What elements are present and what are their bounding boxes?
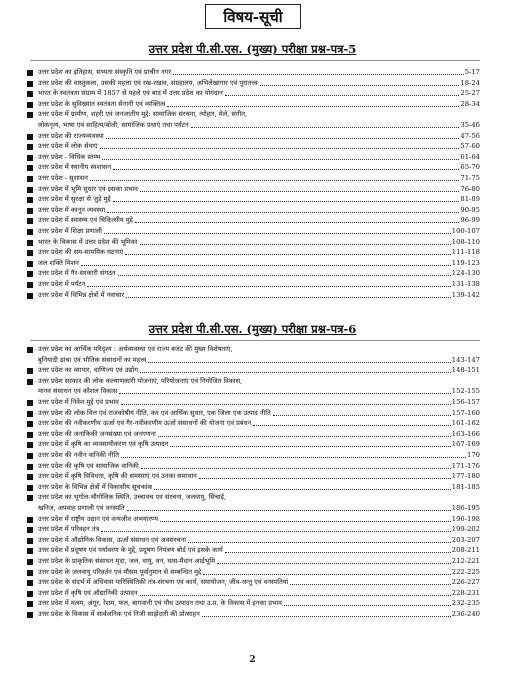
toc-entry-line	[38, 132, 480, 141]
toc-entry	[0, 153, 505, 164]
toc-entry-title: उत्तर प्रदेश में मत्स्य, अंगूर, रेशम, फल, बागवानी एवं पौध उत्पादन तथा उ.प्र. के विकास में इनका प्रभाव	[38, 599, 282, 608]
toc-entry-title: उत्तर प्रदेश के विकास में सार्वजनिक एवं निजी साझेदारी की प्रोत्साहन	[38, 610, 200, 618]
toc-entry-pages: 108-110	[451, 237, 480, 246]
toc-entry	[0, 89, 505, 100]
toc-entry-title: उत्तर प्रदेश की राज्यव्यवस्था	[38, 131, 104, 140]
dot-leader	[191, 127, 460, 128]
toc-entry	[0, 546, 505, 557]
toc-entry	[0, 366, 505, 377]
dot-leader	[106, 138, 460, 139]
toc-entry-line	[38, 536, 480, 545]
toc-entry-title: उत्तर प्रदेश में कृषि विविधता, कृषि की समस्याएं एवं उनका समाधान	[38, 472, 197, 481]
bullet-square-icon	[27, 495, 33, 501]
toc-entry-title: उत्तर प्रदेश - सुशासन	[38, 174, 88, 182]
dot-leader	[87, 286, 450, 287]
toc-entry-line	[38, 599, 480, 608]
dot-leader	[140, 372, 451, 373]
bullet-square-icon	[27, 548, 33, 554]
toc-entry	[0, 568, 505, 579]
toc-entry-line	[38, 110, 480, 119]
toc-entry	[0, 451, 505, 462]
bullet-square-icon	[27, 347, 33, 353]
toc-entry-pages: 167-169	[451, 440, 480, 449]
toc-entry-title: उत्तर प्रदेश के संदर्भ में अधिवास पारिस्थितिकी तंत्र-संरचना एवं कार्य, समायोजन, जीव-जन्तु एवं वनस्पतियां	[38, 578, 289, 587]
toc-entry	[0, 515, 505, 526]
bullet-square-icon	[27, 517, 33, 523]
bullet-square-icon	[27, 368, 33, 374]
toc-entry	[0, 472, 505, 483]
toc-entry-line	[38, 398, 480, 407]
dot-leader	[104, 233, 451, 234]
dot-leader	[127, 510, 451, 511]
toc-entry-title: उत्तर प्रदेश में प्रदूषण एवं पर्यावरण के मुद्दे, प्रदूषण नियंत्रण बोर्ड एवं इसके कार्य	[38, 546, 223, 555]
toc-entry-title: भारत के स्वतंत्रता संग्राम में 1857 से पहले एवं बाद में उत्तर प्रदेश का योगदान	[38, 89, 223, 98]
toc-entry-pages: 156-157	[451, 398, 480, 406]
bullet-square-icon	[27, 229, 33, 235]
bullet-square-icon	[27, 102, 33, 108]
toc-entry-line	[38, 462, 480, 471]
toc-entry-title: उत्तर प्रदेश का भूगोल-भौगोलिक स्थिति, उच्चावच एवं संरचना, जलवायु, सिंचाई,	[38, 493, 226, 502]
toc-entry-title: उत्तर प्रदेश में कानून व्यवस्था	[38, 205, 106, 214]
toc-entry-pages: 76-80	[460, 184, 480, 193]
bullet-square-icon	[27, 400, 33, 406]
toc-entry-pages: 148-151	[451, 366, 480, 375]
toc-entry-line	[38, 153, 480, 162]
toc-entry-line	[38, 227, 480, 236]
dot-leader	[100, 148, 460, 149]
toc-entry	[0, 269, 505, 280]
dot-leader	[160, 521, 451, 522]
toc-entry-title: उत्तर प्रदेश के विभिन्न क्षेत्रों में विकासीय सूचकांक	[38, 482, 153, 491]
toc-entry-title: उत्तर प्रदेश की कृषि एवं सामाजिक वानिकी	[38, 461, 139, 470]
bullet-square-icon	[27, 208, 33, 214]
toc-entry	[0, 430, 505, 441]
toc-entry	[0, 291, 505, 302]
toc-entry-line	[38, 345, 480, 354]
toc-entry-title: उत्तर प्रदेश में निवेश मुद्दे एवं प्रभाव	[38, 398, 119, 406]
toc-entry-line	[38, 483, 480, 492]
toc-entry-line	[38, 68, 480, 77]
dot-leader	[273, 415, 451, 416]
bullet-square-icon	[27, 282, 33, 288]
toc-entry-pages: 35-46	[460, 120, 480, 129]
toc-entry-title: उत्तर प्रदेश - विधिक स्तम्भ	[38, 152, 101, 161]
toc-entry-pages: 5-17	[464, 68, 480, 76]
bullet-square-icon	[27, 527, 33, 533]
toc-entry-pages: 152-155	[451, 387, 480, 396]
toc-entry-title: उत्तर प्रदेश में कृषि का व्यवसायीकरण एवं कृषि उत्पादन	[38, 440, 169, 449]
dot-leader	[290, 584, 450, 585]
toc-entry-pages: 124-130	[451, 269, 480, 278]
dot-leader	[140, 191, 459, 192]
dot-leader	[113, 201, 460, 202]
page-title: विषय-सूची	[205, 4, 301, 29]
toc-entry-pages: 131-138	[451, 280, 480, 288]
toc-entry-line	[38, 568, 480, 577]
bullet-square-icon	[27, 70, 33, 76]
toc-entry-title: उत्तर प्रदेश की नवीन वानिकी नीति	[38, 451, 119, 459]
toc-entry-line	[38, 291, 480, 300]
toc-entry	[0, 195, 505, 206]
bullet-square-icon	[27, 601, 33, 607]
dot-leader	[107, 212, 459, 213]
toc-entry-line	[38, 610, 480, 619]
toc-entry-line	[38, 142, 480, 151]
toc-entry	[0, 206, 505, 217]
toc-entry-pages: 119-123	[451, 258, 480, 267]
dot-leader	[173, 74, 464, 75]
bullet-square-icon	[27, 271, 33, 277]
toc-entry-title: भारत के विकास में उत्तर प्रदेश की भूमिका	[38, 237, 138, 246]
toc-entry-pages: 186-195	[451, 503, 480, 512]
dot-leader	[113, 169, 459, 170]
dot-leader	[202, 616, 451, 617]
toc-entry-line	[38, 269, 480, 278]
toc-entry-pages: 65-70	[460, 163, 480, 172]
bullet-square-icon	[27, 411, 33, 417]
toc-entry-line	[38, 472, 480, 481]
toc-entry	[0, 280, 505, 291]
toc-entry	[0, 536, 505, 547]
toc-entry-pages: 212-221	[451, 557, 480, 565]
toc-entry-line	[38, 185, 480, 194]
toc-entry	[0, 238, 505, 249]
toc-entry-title: खनिज, अपवाह प्रणाली एवं वनस्पति	[38, 503, 125, 512]
toc-entry-pages: 81-89	[460, 195, 480, 204]
dot-leader	[90, 180, 460, 181]
bullet-square-icon	[27, 197, 33, 203]
dot-leader	[102, 159, 459, 160]
toc-entry-line	[38, 409, 480, 418]
bullet-square-icon	[27, 474, 33, 480]
bullet-square-icon	[27, 538, 33, 544]
toc-entry-pages: 208-211	[451, 546, 480, 555]
toc-entry-title: उत्तर प्रदेश की वास्तुकला, उसकी महत्ता एवं रख-रखाव, संग्रहालय, अभिलेखागार एवं पुरातत्त्व	[38, 78, 258, 87]
toc-entry-title: लोकनृत्य, भाषा एवं साहित्य/बोली, सामाजिक प्रथाएं तथा पर्यटन	[38, 120, 189, 129]
toc-entry	[0, 610, 505, 621]
dot-leader	[126, 297, 451, 298]
dot-leader	[253, 425, 450, 426]
dot-leader	[167, 106, 459, 107]
dot-leader	[158, 436, 451, 437]
bullet-square-icon	[27, 187, 33, 193]
toc-entry-pages: 139-142	[451, 290, 480, 299]
toc-entry-pages: 199-202	[451, 525, 480, 534]
dot-leader	[140, 244, 451, 245]
toc-entry	[0, 259, 505, 270]
toc-entry-line	[38, 589, 480, 598]
bullet-square-icon	[27, 442, 33, 448]
dot-leader	[225, 95, 460, 96]
toc-entry-title: उत्तर प्रदेश में सुरक्षा से जुड़े मुद्दे	[38, 195, 111, 204]
toc-entry-title: उत्तर प्रदेश में परिवहन तंत्र	[38, 525, 100, 534]
bullet-square-icon	[27, 421, 33, 427]
toc-entry-pages: 157-160	[451, 408, 480, 417]
toc-entry-pages: 226-227	[451, 578, 480, 587]
toc-entry-line	[38, 259, 480, 268]
toc-entry	[0, 142, 505, 153]
toc-entry-pages: 228-231	[451, 588, 480, 597]
bullet-square-icon	[27, 580, 33, 586]
toc-entry-line	[38, 89, 480, 98]
toc-entry	[0, 483, 505, 494]
toc-entry-line	[38, 451, 480, 460]
toc-entry-title: उत्तर प्रदेश की लोक वित्त एवं राजकोषीय नीति, कर एवं आर्थिक सुधार, एक जिला एक उत्पाद नीति	[38, 408, 271, 417]
toc-entry-line	[38, 430, 480, 439]
dot-leader	[203, 574, 451, 575]
toc-entry	[0, 398, 505, 409]
toc-entry	[0, 557, 505, 568]
toc-entry-pages: 163-166	[451, 429, 480, 438]
section-rule	[30, 340, 480, 341]
dot-leader	[121, 457, 466, 458]
toc-entry-line	[38, 163, 480, 172]
dot-leader	[118, 275, 451, 276]
toc-entry-pages: 236-240	[451, 610, 480, 618]
dot-leader	[141, 468, 451, 469]
toc-entry-line	[38, 504, 480, 513]
toc-entry	[0, 79, 505, 90]
toc-entry-title: उत्तर प्रदेश का आर्थिक परिदृश्य : अर्थव्यवस्था एवं राज्य बजट की मुख्य विशेषताएं,	[38, 345, 233, 353]
toc-entry-pages: 222-225	[451, 567, 480, 576]
bullet-square-icon	[27, 165, 33, 171]
toc-entry-pages: 18-24	[460, 78, 480, 87]
toc-entry-pages: 181-185	[451, 482, 480, 491]
dot-leader	[225, 552, 451, 553]
toc-entry-pages: 161-162	[451, 419, 480, 428]
dot-leader	[199, 478, 451, 479]
toc-entry-title: उत्तर प्रदेश में शिक्षा प्रणाली	[38, 227, 102, 235]
toc-entry-line	[38, 557, 480, 566]
toc-entry-title: उत्तर प्रदेश में ग्रामीण, शहरी एवं जनजातीय मुद्दे: सामाजिक संरचना, त्योहार, मेले, संगीत,	[38, 110, 248, 119]
toc-entry-line	[38, 206, 480, 215]
toc-entry-line	[38, 248, 480, 257]
toc-entry	[0, 248, 505, 259]
dot-leader	[135, 222, 460, 223]
toc-entry-title: उत्तर प्रदेश का इतिहास, सभ्यता संस्कृति एवं प्राचीन नगर	[38, 68, 172, 76]
toc-entry	[0, 409, 505, 420]
bullet-square-icon	[27, 293, 33, 299]
toc-entry	[0, 599, 505, 610]
toc-entry-line	[38, 419, 480, 428]
toc-entry-line	[38, 525, 480, 534]
toc-entry-line	[38, 366, 480, 375]
bullet-square-icon	[27, 144, 33, 150]
toc-entry-line	[38, 280, 480, 289]
toc-entry-line	[38, 195, 480, 204]
toc-entry	[0, 377, 505, 398]
toc-entry-line	[38, 79, 480, 88]
toc-entry	[0, 462, 505, 473]
toc-entry-line	[38, 121, 480, 130]
toc-entry-pages: 111-118	[451, 248, 480, 257]
toc-entry-line	[38, 216, 480, 225]
toc-entry-pages: 203-207	[451, 535, 480, 544]
dot-leader	[121, 404, 451, 405]
toc-entry-title: उत्तर प्रदेश में पर्यटन	[38, 280, 86, 288]
toc-entry-title: उत्तर प्रदेश के प्राकृतिक संसाधन मृदा, जल, वायु, वन, घास-मैदान आर्द्रभूमि	[38, 557, 216, 565]
toc-entry-line	[38, 100, 480, 109]
bullet-square-icon	[27, 591, 33, 597]
bullet-square-icon	[27, 81, 33, 87]
toc-entry	[0, 68, 505, 79]
bullet-square-icon	[27, 250, 33, 256]
toc-entry-title: उत्तर प्रदेश में गैर-सरकारी संगठन	[38, 269, 116, 278]
bullet-square-icon	[27, 379, 33, 385]
toc-entry-pages: 232-235	[451, 599, 480, 608]
bullet-square-icon	[27, 570, 33, 576]
toc-entry	[0, 525, 505, 536]
bullet-square-icon	[27, 240, 33, 246]
toc-entry-title: उत्तर प्रदेश में राष्ट्रीय उद्यान एवं वन्यजीव अभयारण्य	[38, 514, 159, 523]
toc-entry	[0, 493, 505, 514]
dot-leader	[188, 542, 451, 543]
bullet-square-icon	[27, 485, 33, 491]
bullet-square-icon	[27, 91, 33, 97]
toc-entry-title: उत्तर प्रदेश की जनांकिकी जनसंख्या एवं जनगणना	[38, 429, 156, 438]
dot-leader	[260, 85, 460, 86]
toc-entry	[0, 440, 505, 451]
toc-entry	[0, 132, 505, 143]
toc-entry-pages: 143-147	[451, 355, 480, 364]
dot-leader	[154, 489, 450, 490]
toc-entry-pages: 61-64	[460, 152, 480, 161]
toc-entry-title: उत्तर प्रदेश में कृषि एवं औद्यानिकी उत्पादन	[38, 588, 138, 597]
bullet-square-icon	[27, 612, 33, 618]
toc-entry-title: उत्तर प्रदेश के जलवायु परिवर्तन एवं मौसम पूर्वानुमान से सम्बन्धित मुद्दे	[38, 567, 202, 576]
toc-entry-pages: 196-198	[451, 514, 480, 523]
toc-entry-pages: 170	[467, 451, 480, 459]
dot-leader	[217, 563, 451, 564]
toc-entry-line	[38, 238, 480, 247]
toc-entry	[0, 185, 505, 196]
toc-entry	[0, 100, 505, 111]
toc-entry-pages: 96-99	[460, 216, 480, 225]
toc-entry-pages: 25-27	[460, 89, 480, 98]
toc-entry-title: उत्तर प्रदेश के सुविख्यात स्वतंत्रता सेनानी एवं व्यक्तित्व	[38, 99, 166, 108]
toc-entry	[0, 345, 505, 366]
toc-entry	[0, 419, 505, 430]
bullet-square-icon	[27, 464, 33, 470]
toc-entry-title: उत्तर प्रदेश सरकार की लोक कल्याणकारी योजनाएं, परियोजनाएं एवं नियोजित विकास,	[38, 376, 243, 385]
bullet-square-icon	[27, 134, 33, 140]
dot-leader	[101, 531, 450, 532]
toc-entry-title: मानव संसाधन एवं कौशल विकास	[38, 387, 118, 396]
bullet-square-icon	[27, 155, 33, 161]
dot-leader	[125, 254, 450, 255]
toc-entry	[0, 227, 505, 238]
toc-entry	[0, 589, 505, 600]
toc-entry-title: उत्तर प्रदेश में औद्योगिक विकास, ऊर्जा संसाधन एवं अवसंरचना	[38, 535, 186, 544]
section-rule	[30, 60, 480, 61]
toc-entry-line	[38, 377, 480, 386]
dot-leader	[81, 265, 451, 266]
bullet-square-icon	[27, 218, 33, 224]
toc-entry-title: उत्तर प्रदेश में स्थानीय स्वशासन	[38, 163, 112, 172]
toc-entry-pages: 47-56	[460, 131, 480, 140]
dot-leader	[140, 595, 451, 596]
toc-entry-line	[38, 440, 480, 449]
toc-entry-pages: 171-176	[451, 461, 480, 470]
toc-entry-title: उत्तर प्रदेश में विभिन्न क्षेत्रों में नवाचार	[38, 290, 125, 299]
dot-leader	[170, 446, 450, 447]
toc-entry	[0, 216, 505, 227]
toc-entry	[0, 110, 505, 131]
toc-entry-line	[38, 578, 480, 587]
dot-leader	[284, 605, 451, 606]
toc-entry-pages: 177-180	[451, 472, 480, 481]
toc-entry-line	[38, 387, 480, 396]
toc-entry-title: उत्तर प्रदेश की सम-सामयिक घटनाएं	[38, 248, 124, 257]
toc-entry-title: उत्तर प्रदेश की नवीकरणीय ऊर्जा एवं गैर-नवीकरणीय ऊर्जा संसाधनों की योजना एवं प्रबंधन	[38, 419, 252, 428]
section-heading-paper-6: उत्तर प्रदेश पी.सी.एस. (मुख्य) परीक्षा प्रश्न-पत्र-6	[148, 322, 357, 336]
toc-entry-line	[38, 546, 480, 555]
toc-entry-line	[38, 515, 480, 524]
toc-entry	[0, 163, 505, 174]
toc-entry-pages: 28-34	[460, 99, 480, 108]
toc-entry	[0, 578, 505, 589]
bullet-square-icon	[27, 432, 33, 438]
toc-entry-pages: 90-95	[460, 205, 480, 214]
dot-leader	[148, 362, 450, 363]
bullet-square-icon	[27, 176, 33, 182]
toc-entry-title: उत्तर प्रदेश में लोक सेवाएं	[38, 142, 98, 151]
toc-entry-line	[38, 493, 480, 502]
bullet-square-icon	[27, 453, 33, 459]
toc-entry-title: बुनियादी ढांचा एवं भौतिक संसाधनों का महत्त्व	[38, 355, 147, 364]
bullet-square-icon	[27, 112, 33, 118]
toc-entry-title: उत्तर प्रदेश में भूमि सुधार एवं इसका प्रभाव	[38, 184, 138, 193]
toc-entry-pages: 100-107	[451, 227, 480, 235]
section-heading-paper-5: उत्तर प्रदेश पी.सी.एस. (मुख्य) परीक्षा प्रश्न-पत्र-5	[148, 42, 357, 56]
bullet-square-icon	[27, 559, 33, 565]
dot-leader	[119, 393, 450, 394]
toc-entry-title: उत्तर प्रदेश का व्यापार, वाणिज्य एवं उद्योग	[38, 366, 138, 375]
toc-entry-title: जल शक्ति मिशन	[38, 258, 79, 267]
toc-entry-title: उत्तर प्रदेश में स्वास्थ्य एवं चिकित्सीय मुद्दे	[38, 216, 133, 225]
toc-entry-pages: 57-60	[460, 142, 480, 151]
toc-entry-pages: 71-75	[460, 174, 480, 182]
toc-entry-line	[38, 356, 480, 365]
toc-entry	[0, 174, 505, 185]
page-number: 2	[249, 655, 256, 665]
bullet-square-icon	[27, 261, 33, 267]
toc-entry-line	[38, 174, 480, 183]
